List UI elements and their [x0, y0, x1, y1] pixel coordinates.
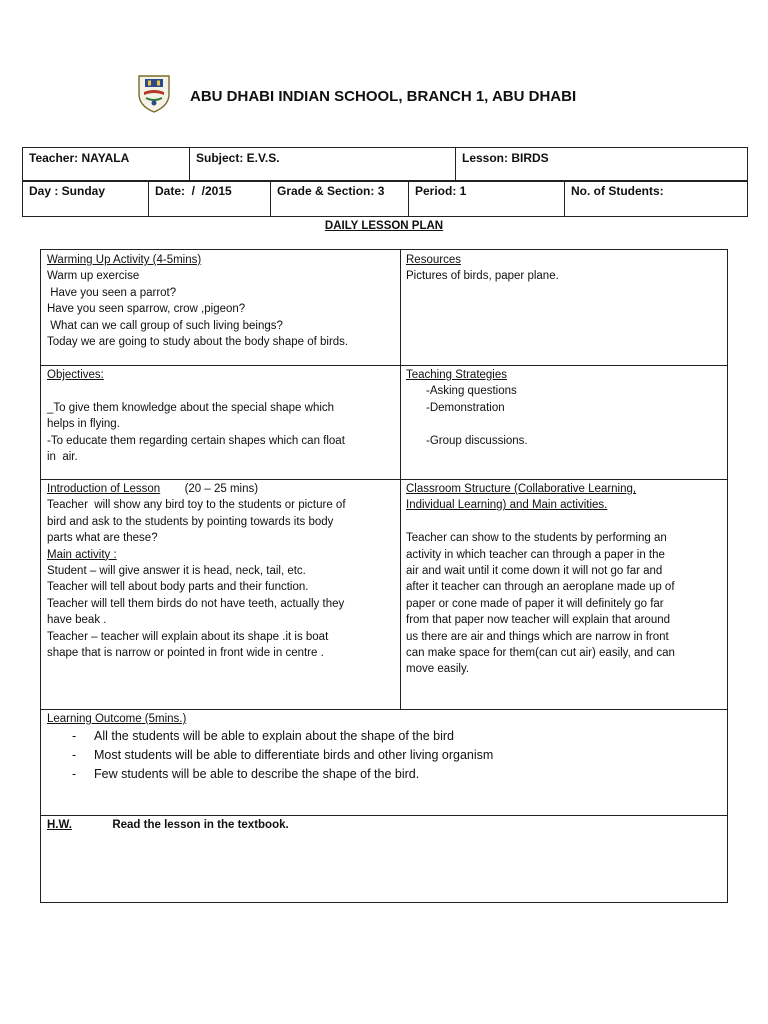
- learning-outcome-item: [47, 746, 721, 765]
- objective-line: helps in flying.: [47, 418, 120, 431]
- main-activity-heading: Main activity :: [47, 548, 117, 561]
- learning-outcome-list: [47, 727, 721, 784]
- students-cell: No. of Students:: [565, 181, 748, 217]
- teaching-strategies-cell: [400, 365, 727, 451]
- homework-label: H.W.: [47, 819, 72, 831]
- warming-up-cell: [41, 250, 400, 352]
- classroom-line: Teacher can show to the students by performing an: [406, 532, 667, 545]
- lesson-plan-grid: [40, 249, 728, 903]
- warming-up-line: Warm up exercise: [47, 270, 140, 283]
- warming-up-line: Today we are going to study about the body shape of birds.: [47, 336, 349, 349]
- main-activity-line: Student – will give answer it is head, neck, tail, etc.: [47, 565, 306, 578]
- warming-up-line: What can we call group of such living beings?: [47, 319, 283, 332]
- classroom-line: after it teacher can through an aeroplane made up of: [406, 581, 675, 594]
- lesson-cell: Lesson: BIRDS: [456, 148, 748, 182]
- classroom-line: activity in which teacher can through a paper in the: [406, 548, 665, 561]
- school-logo: [133, 72, 175, 114]
- strategy-item: -Asking questions: [426, 385, 517, 398]
- introduction-line: Teacher will show any bird toy to the students or picture of: [47, 499, 346, 512]
- period-cell: Period: 1: [409, 181, 565, 217]
- school-name: ABU DHABI INDIAN SCHOOL, BRANCH 1, ABU DHABI: [190, 88, 577, 105]
- learning-outcome-item: [47, 727, 721, 746]
- classroom-line: from that paper now teacher will explain that around: [406, 614, 671, 627]
- grade-section-cell: Grade & Section: 3: [271, 181, 409, 217]
- bullet-dash: -: [72, 767, 77, 782]
- warming-up-heading: Warming Up Activity (4-5mins): [47, 254, 202, 266]
- classroom-structure-heading: Individual Learning) and Main activities.: [406, 499, 608, 512]
- learning-outcome-text: All the students will be able to explain about the shape of the bird: [94, 729, 454, 744]
- learning-outcome-text: Few students will be able to describe the shape of the bird.: [94, 767, 420, 782]
- main-activity-line: have beak .: [47, 614, 107, 627]
- objective-line: _To give them knowledge about the special shape which: [47, 401, 335, 414]
- homework-cell: [41, 815, 727, 835]
- objective-line: -To educate them regarding certain shapes which can float: [47, 434, 345, 447]
- learning-outcome-cell: [41, 709, 727, 786]
- classroom-line: air and wait until it come down it will not go far and: [406, 565, 663, 578]
- classroom-line: move easily.: [406, 663, 470, 676]
- objectives-cell: [41, 365, 400, 467]
- subject-cell: Subject: E.V.S.: [190, 148, 456, 182]
- date-cell: Date: / /2015: [149, 181, 271, 217]
- objectives-heading: Objectives:: [47, 369, 104, 381]
- introduction-line: parts what are these?: [47, 532, 158, 545]
- introduction-duration: (20 – 25 mins): [184, 483, 259, 495]
- bullet-dash: -: [72, 748, 77, 763]
- resources-cell: [400, 250, 727, 287]
- objective-line: in air.: [47, 451, 78, 464]
- strategy-item: -Group discussions.: [426, 434, 528, 447]
- classroom-line: us there are air and things which are narrow in front: [406, 630, 669, 643]
- introduction-cell: [41, 479, 400, 663]
- bullet-dash: -: [72, 729, 77, 744]
- resources-heading: Resources: [406, 254, 461, 266]
- main-activity-line: Teacher will tell them birds do not have teeth, actually they: [47, 597, 345, 610]
- classroom-structure-cell: [400, 479, 727, 680]
- info-table-row-2: [22, 180, 748, 217]
- introduction-heading: Introduction of Lesson: [47, 483, 161, 495]
- classroom-line: can make space for them(can cut air) easily, and can: [406, 647, 675, 660]
- teaching-strategies-heading: Teaching Strategies: [406, 369, 508, 381]
- introduction-line: bird and ask to the students by pointing towards its body: [47, 515, 334, 528]
- learning-outcome-heading: Learning Outcome (5mins.): [47, 713, 187, 725]
- strategy-item: -Demonstration: [426, 401, 505, 414]
- warming-up-line: Have you seen sparrow, crow ,pigeon?: [47, 303, 246, 316]
- main-activity-line: Teacher will tell about body parts and their function.: [47, 581, 309, 594]
- homework-text: Read the lesson in the textbook.: [112, 819, 289, 831]
- classroom-structure-heading: Classroom Structure (Collaborative Learning,: [406, 483, 637, 495]
- main-activity-line: shape that is narrow or pointed in front wide in centre .: [47, 647, 324, 660]
- learning-outcome-item: [47, 765, 721, 784]
- warming-up-line: Have you seen a parrot?: [47, 286, 177, 299]
- classroom-line: paper or cone made of paper it will definitely go far: [406, 597, 664, 610]
- learning-outcome-text: Most students will be able to differentiate birds and other living organism: [94, 748, 494, 763]
- day-cell: Day : Sunday: [23, 181, 149, 217]
- resources-text: Pictures of birds, paper plane.: [406, 270, 559, 283]
- plan-title: DAILY LESSON PLAN: [324, 220, 444, 232]
- info-table-row-1: [22, 147, 748, 182]
- teacher-cell: Teacher: NAYALA: [23, 148, 190, 182]
- main-activity-line: Teacher – teacher will explain about its shape .it is boat: [47, 630, 329, 643]
